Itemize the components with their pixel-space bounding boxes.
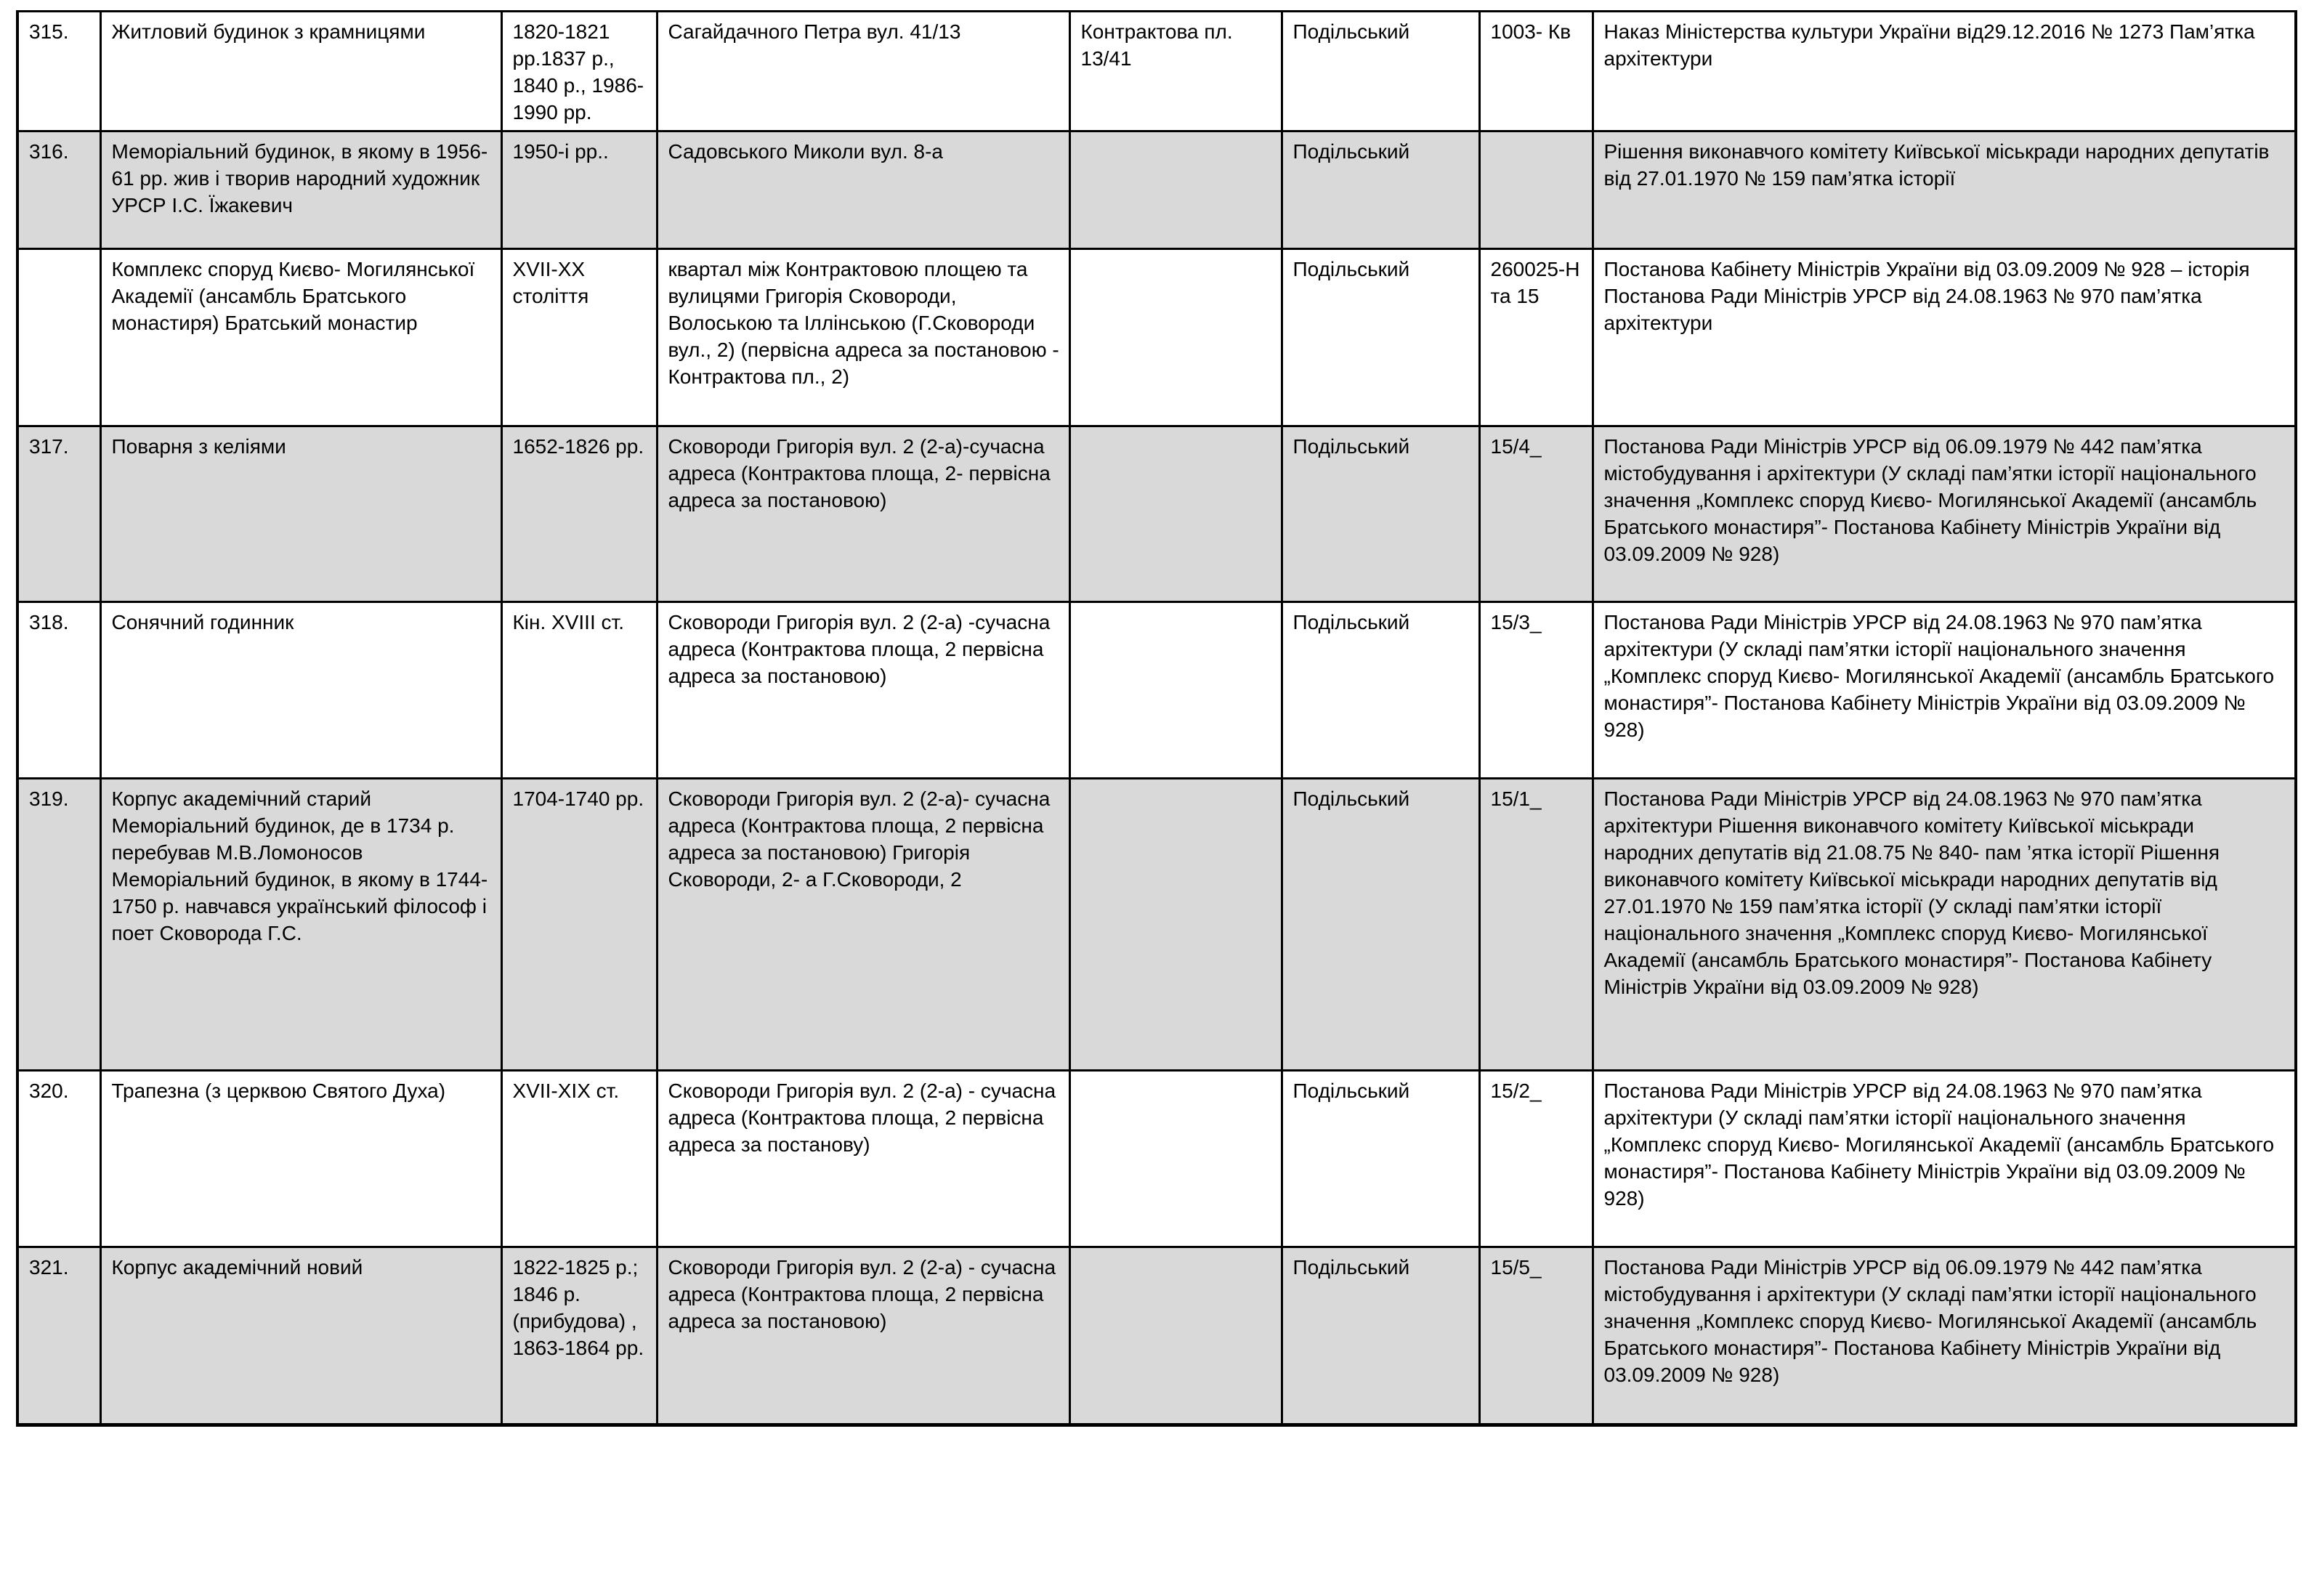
monument-address: Сковороди Григорія вул. 2 (2-а) -сучасна адреса (Контрактова площа, 2 первісна адреса за постановою)	[657, 602, 1069, 779]
row-number: 317.	[17, 426, 100, 602]
monument-address: квартал між Контрактовою площею та вулицями Григорія Сковороди, Волоською та Іллінською (Г.Сковороди вул., 2) (первісна адреса за постановою - Контрактова пл., 2)	[657, 249, 1069, 426]
monument-address: Сковороди Григорія вул. 2 (2-а)- сучасна адреса (Контрактова площа, 2 первісна адреса за постановою) Григорія Сковороди, 2- а Г.Сковороди, 2	[657, 779, 1069, 1071]
monument-code: 15/4_	[1479, 426, 1593, 602]
row-number: 320.	[17, 1071, 100, 1247]
monument-document: Наказ Міністерства культури України від29.12.2016 № 1273 Пам’ятка архітектури	[1593, 12, 2296, 131]
row-number: 316.	[17, 131, 100, 249]
row-number: 319.	[17, 779, 100, 1071]
table-row	[17, 602, 2296, 779]
monument-date: 1820-1821 рр.1837 р., 1840 р., 1986-1990 рр.	[501, 12, 657, 131]
monument-district: Подільський	[1282, 1071, 1479, 1247]
table-row	[17, 131, 2296, 249]
monument-code: 260025-Н та 15	[1479, 249, 1593, 426]
monument-document: Рішення виконавчого комітету Київської міськради народних депутатів від 27.01.1970 № 159 пам’ятка історії	[1593, 131, 2296, 249]
monument-code	[1479, 131, 1593, 249]
monument-date: XVII-XX століття	[501, 249, 657, 426]
monument-date: 1652-1826 рр.	[501, 426, 657, 602]
monument-old-address	[1069, 426, 1282, 602]
monument-address: Сковороди Григорія вул. 2 (2-а)-сучасна адреса (Контрактова площа, 2- первісна адреса за постановою)	[657, 426, 1069, 602]
monument-date: XVII-XIX ст.	[501, 1071, 657, 1247]
monument-document: Постанова Ради Міністрів УРСР від 24.08.1963 № 970 пам’ятка архітектури (У складі пам’ятки історії національного значення „Комплекс споруд Києво- Могилянської Академії (ансамбль Братського монастиря”- Постанова Кабінету Міністрів України від 03.09.2009 № 928)	[1593, 602, 2296, 779]
monument-district: Подільський	[1282, 426, 1479, 602]
monument-old-address: Контрактова пл. 13/41	[1069, 12, 1282, 131]
monument-name: Сонячний годинник	[100, 602, 501, 779]
monuments-table	[16, 10, 2297, 1427]
monument-name: Корпус академічний новий	[100, 1247, 501, 1425]
table-row	[17, 779, 2296, 1071]
monument-name: Поварня з келіями	[100, 426, 501, 602]
monument-district: Подільський	[1282, 1247, 1479, 1425]
monument-date: 1950-і рр..	[501, 131, 657, 249]
monument-old-address	[1069, 602, 1282, 779]
row-number	[17, 249, 100, 426]
monument-address: Сковороди Григорія вул. 2 (2-а) - сучасна адреса (Контрактова площа, 2 первісна адреса за постановою)	[657, 1247, 1069, 1425]
monument-old-address	[1069, 249, 1282, 426]
monument-document: Постанова Ради Міністрів УРСР від 24.08.1963 № 970 пам’ятка архітектури Рішення виконавчого комітету Київської міськради народних депутатів від 21.08.75 № 840- пам ’ятка історії Рішення виконавчого комітету Київської міськради народних депутатів від 27.01.1970 № 159 пам’ятка історії (У складі пам’ятки історії національного значення „Комплекс споруд Києво- Могилянської Академії (ансамбль Братського монастиря”- Постанова Кабінету Міністрів України від 03.09.2009 № 928)	[1593, 779, 2296, 1071]
monument-date: Кін. XVIII ст.	[501, 602, 657, 779]
monument-district: Подільський	[1282, 779, 1479, 1071]
monument-date: 1704-1740 рр.	[501, 779, 657, 1071]
monument-document: Постанова Ради Міністрів УРСР від 06.09.1979 № 442 пам’ятка містобудування і архітектури (У складі пам’ятки історії національного значення „Комплекс споруд Києво- Могилянської Академії (ансамбль Братського монастиря”- Постанова Кабінету Міністрів України від 03.09.2009 № 928)	[1593, 426, 2296, 602]
monument-code: 15/5_	[1479, 1247, 1593, 1425]
monument-code: 15/1_	[1479, 779, 1593, 1071]
monument-address: Сковороди Григорія вул. 2 (2-а) - сучасна адреса (Контрактова площа, 2 первісна адреса за постанову)	[657, 1071, 1069, 1247]
monument-district: Подільський	[1282, 249, 1479, 426]
monument-old-address	[1069, 131, 1282, 249]
table-row	[17, 426, 2296, 602]
monument-address: Садовського Миколи вул. 8-а	[657, 131, 1069, 249]
row-number: 315.	[17, 12, 100, 131]
row-number: 318.	[17, 602, 100, 779]
monument-document: Постанова Ради Міністрів УРСР від 06.09.1979 № 442 пам’ятка містобудування і архітектури (У складі пам’ятки історії національного значення „Комплекс споруд Києво- Могилянської Академії (ансамбль Братського монастиря”- Постанова Кабінету Міністрів України від 03.09.2009 № 928)	[1593, 1247, 2296, 1425]
monument-name: Житловий будинок з крамницями	[100, 12, 501, 131]
monument-old-address	[1069, 1247, 1282, 1425]
monument-district: Подільський	[1282, 12, 1479, 131]
monument-name: Меморіальний будинок, в якому в 1956-61 рр. жив і творив народний художник УРСР І.С. Їжакевич	[100, 131, 501, 249]
monument-date: 1822-1825 р.; 1846 р.(прибудова) , 1863-1864 рр.	[501, 1247, 657, 1425]
table-row	[17, 1247, 2296, 1425]
table-row	[17, 1071, 2296, 1247]
monument-old-address	[1069, 779, 1282, 1071]
monument-code: 15/2_	[1479, 1071, 1593, 1247]
table-row	[17, 249, 2296, 426]
table-row	[17, 12, 2296, 131]
monument-name: Комплекс споруд Києво- Могилянської Академії (ансамбль Братського монастиря) Братський монастир	[100, 249, 501, 426]
monument-code: 15/3_	[1479, 602, 1593, 779]
monument-code: 1003- Кв	[1479, 12, 1593, 131]
monument-district: Подільський	[1282, 131, 1479, 249]
monument-document: Постанова Кабінету Міністрів України від 03.09.2009 № 928 – історія Постанова Ради Міністрів УРСР від 24.08.1963 № 970 пам’ятка архітектури	[1593, 249, 2296, 426]
monument-address: Сагайдачного Петра вул. 41/13	[657, 12, 1069, 131]
monument-old-address	[1069, 1071, 1282, 1247]
registry-page	[16, 10, 2294, 1427]
row-number: 321.	[17, 1247, 100, 1425]
monument-document: Постанова Ради Міністрів УРСР від 24.08.1963 № 970 пам’ятка архітектури (У складі пам’ятки історії національного значення „Комплекс споруд Києво- Могилянської Академії (ансамбль Братського монастиря”- Постанова Кабінету Міністрів України від 03.09.2009 № 928)	[1593, 1071, 2296, 1247]
monument-name: Корпус академічний старий Меморіальний будинок, де в 1734 р. перебував М.В.Ломоносов Меморіальний будинок, в якому в 1744-1750 р. навчався український філософ і поет Сковорода Г.С.	[100, 779, 501, 1071]
monument-district: Подільський	[1282, 602, 1479, 779]
monument-name: Трапезна (з церквою Святого Духа)	[100, 1071, 501, 1247]
